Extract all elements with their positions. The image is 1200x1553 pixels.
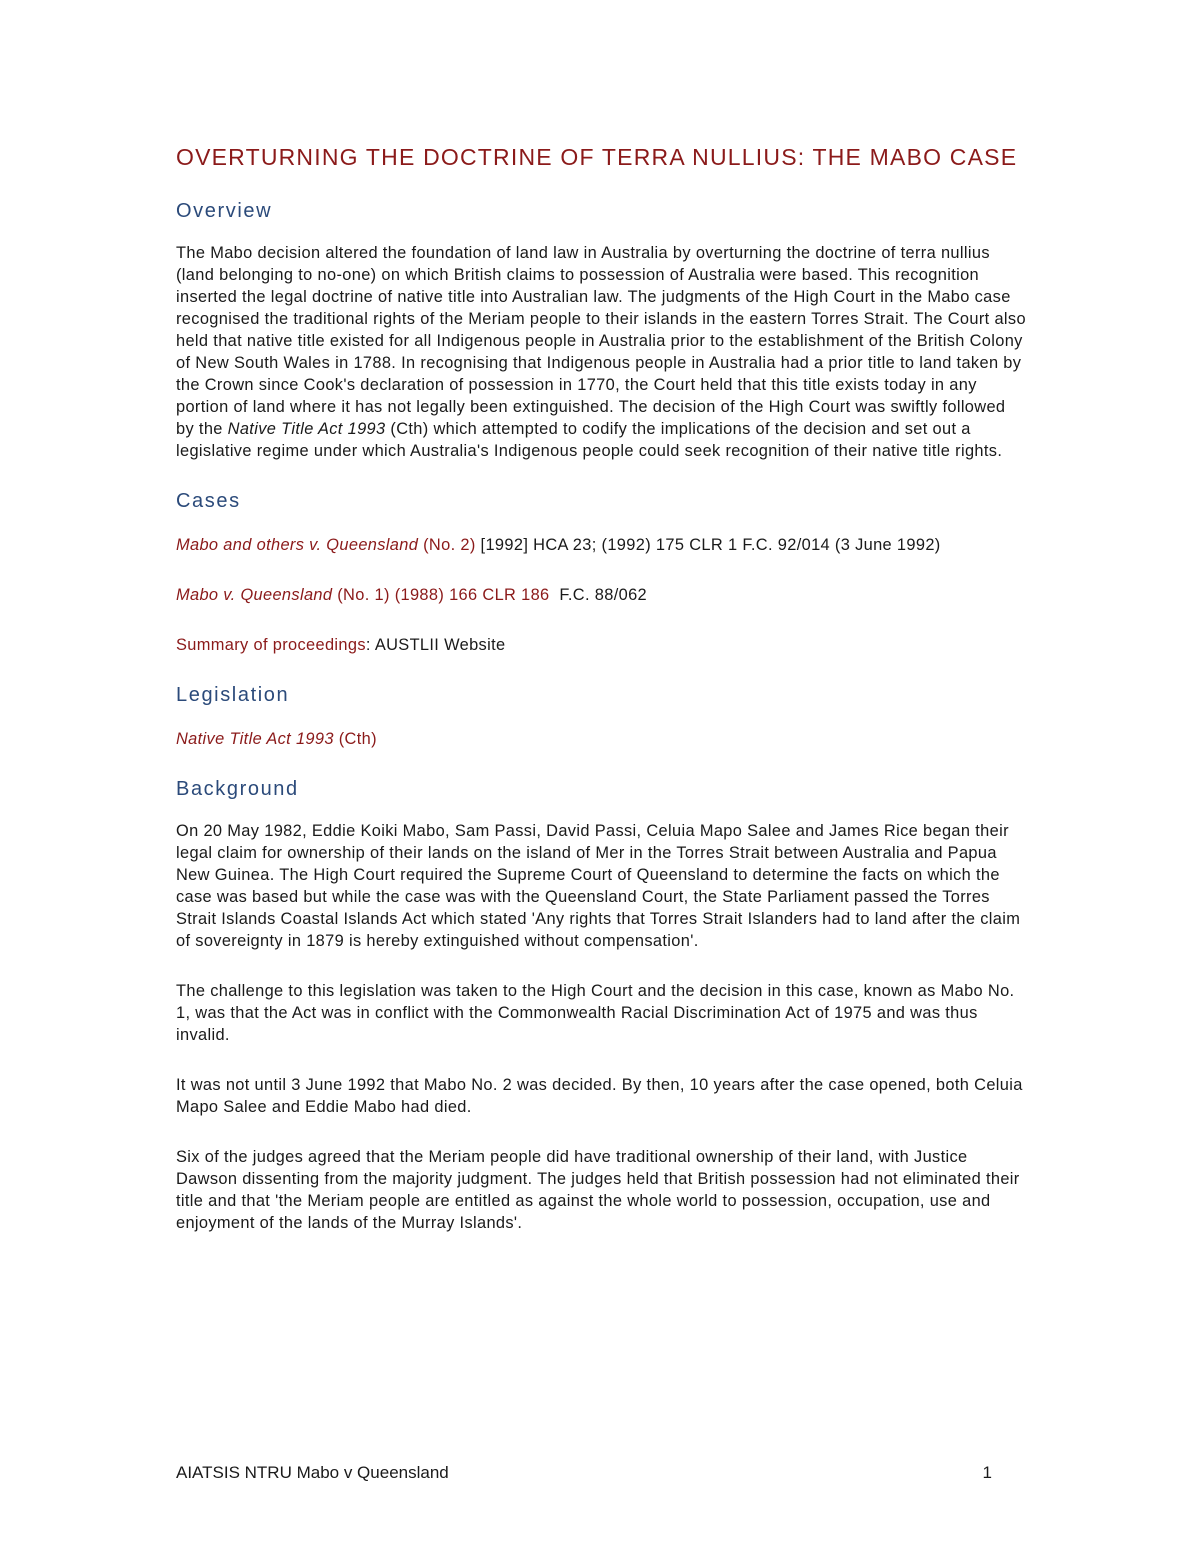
case-mabo-no2-number[interactable]: (No. 2)	[418, 536, 476, 554]
document-page	[176, 142, 1026, 1234]
document-title: OVERTURNING THE DOCTRINE OF TERRA NULLIUS: THE MABO CASE	[176, 144, 1018, 170]
footer-document-label: AIATSIS NTRU Mabo v Queensland	[176, 1463, 449, 1482]
cases-heading: Cases	[176, 490, 241, 512]
case-mabo-no1-citation[interactable]: (No. 1) (1988) 166 CLR 186	[332, 586, 550, 604]
background-paragraph-1: On 20 May 1982, Eddie Koiki Mabo, Sam Passi, David Passi, Celuia Mapo Salee and James Rice began their legal claim for ownership of their lands on the island of Mer in the Torres Strait between Australia and Papua New Guinea. The High Court required the Supreme Court of Queensland to determine the facts on which the case was based but while the case was with the Queensland Court, the State Parliament passed the Torres Strait Islands Coastal Islands Act which stated 'Any rights that Torres Strait Islanders had to land after the claim of sovereignty in 1879 is hereby extinguished without compensation'.	[176, 822, 1021, 950]
background-heading: Background	[176, 778, 299, 800]
legislation-heading: Legislation	[176, 684, 290, 706]
case-mabo-no2-citation: [1992] HCA 23; (1992) 175 CLR 1 F.C. 92/014 (3 June 1992)	[475, 536, 941, 554]
background-paragraph-2: The challenge to this legislation was taken to the High Court and the decision in this case, known as Mabo No. 1, was that the Act was in conflict with the Commonwealth Racial Discrimination Act of 1975 and was thus invalid.	[176, 982, 1015, 1044]
case-mabo-no1-link[interactable]: Mabo v. Queensland	[176, 586, 333, 604]
summary-of-proceedings	[176, 634, 1026, 656]
overview-paragraph	[176, 242, 1026, 462]
case-mabo-no2-link[interactable]: Mabo and others v. Queensland	[176, 536, 419, 554]
case-mabo-no1	[176, 584, 1026, 606]
overview-text-end: (Cth) which attempted to codify the implications of the decision and set out a legislative regime under which Australia's Indigenous people could seek recognition of their native title rights.	[176, 420, 1003, 460]
case-mabo-no1-fc: F.C. 88/062	[549, 586, 648, 604]
legislation-item	[176, 728, 1026, 750]
overview-heading: Overview	[176, 200, 273, 222]
summary-separator: :	[365, 636, 375, 654]
background-paragraph-4: Six of the judges agreed that the Meriam people did have traditional ownership of their land, with Justice Dawson dissenting from the majority judgment. The judges held that British possession had not eliminated their title and that 'the Meriam people are entitled as against the whole world to possession, occupation, use and enjoyment of the lands of the Murray Islands'.	[176, 1148, 1020, 1232]
page-number: 1	[982, 1463, 992, 1482]
background-paragraph-3: It was not until 3 June 1992 that Mabo No. 2 was decided. By then, 10 years after the case opened, both Celuia Mapo Salee and Eddie Mabo had died.	[176, 1076, 1023, 1116]
overview-text: The Mabo decision altered the foundation of land law in Australia by overturning the doctrine of terra nullius (land belonging to no-one) on which British claims to possession of Australia were based. This recognition inserted the legal doctrine of native title into Australian law. The judgments of the High Court in the Mabo case recognised the traditional rights of the Meriam people to their islands in the eastern Torres Strait. The Court also held that native title existed for all Indigenous people in Australia prior to the establishment of the British Colony of New South Wales in 1788. In recognising that Indigenous people in Australia had a prior title to land taken by the Crown since Cook's declaration of possession in 1770, the Court held that this title exists today in any portion of land where it has not legally been extinguished. The decision of the High Court was swiftly followed by the	[176, 244, 1026, 438]
native-title-act-reference: Native Title Act 1993	[227, 420, 386, 438]
case-mabo-no2	[176, 534, 1026, 556]
legislation-jurisdiction[interactable]: (Cth)	[333, 730, 377, 748]
austlii-website-link[interactable]: AUSTLII Website	[374, 636, 506, 654]
summary-of-proceedings-link[interactable]: Summary of proceedings	[176, 636, 366, 654]
native-title-act-link[interactable]: Native Title Act 1993	[176, 730, 334, 748]
